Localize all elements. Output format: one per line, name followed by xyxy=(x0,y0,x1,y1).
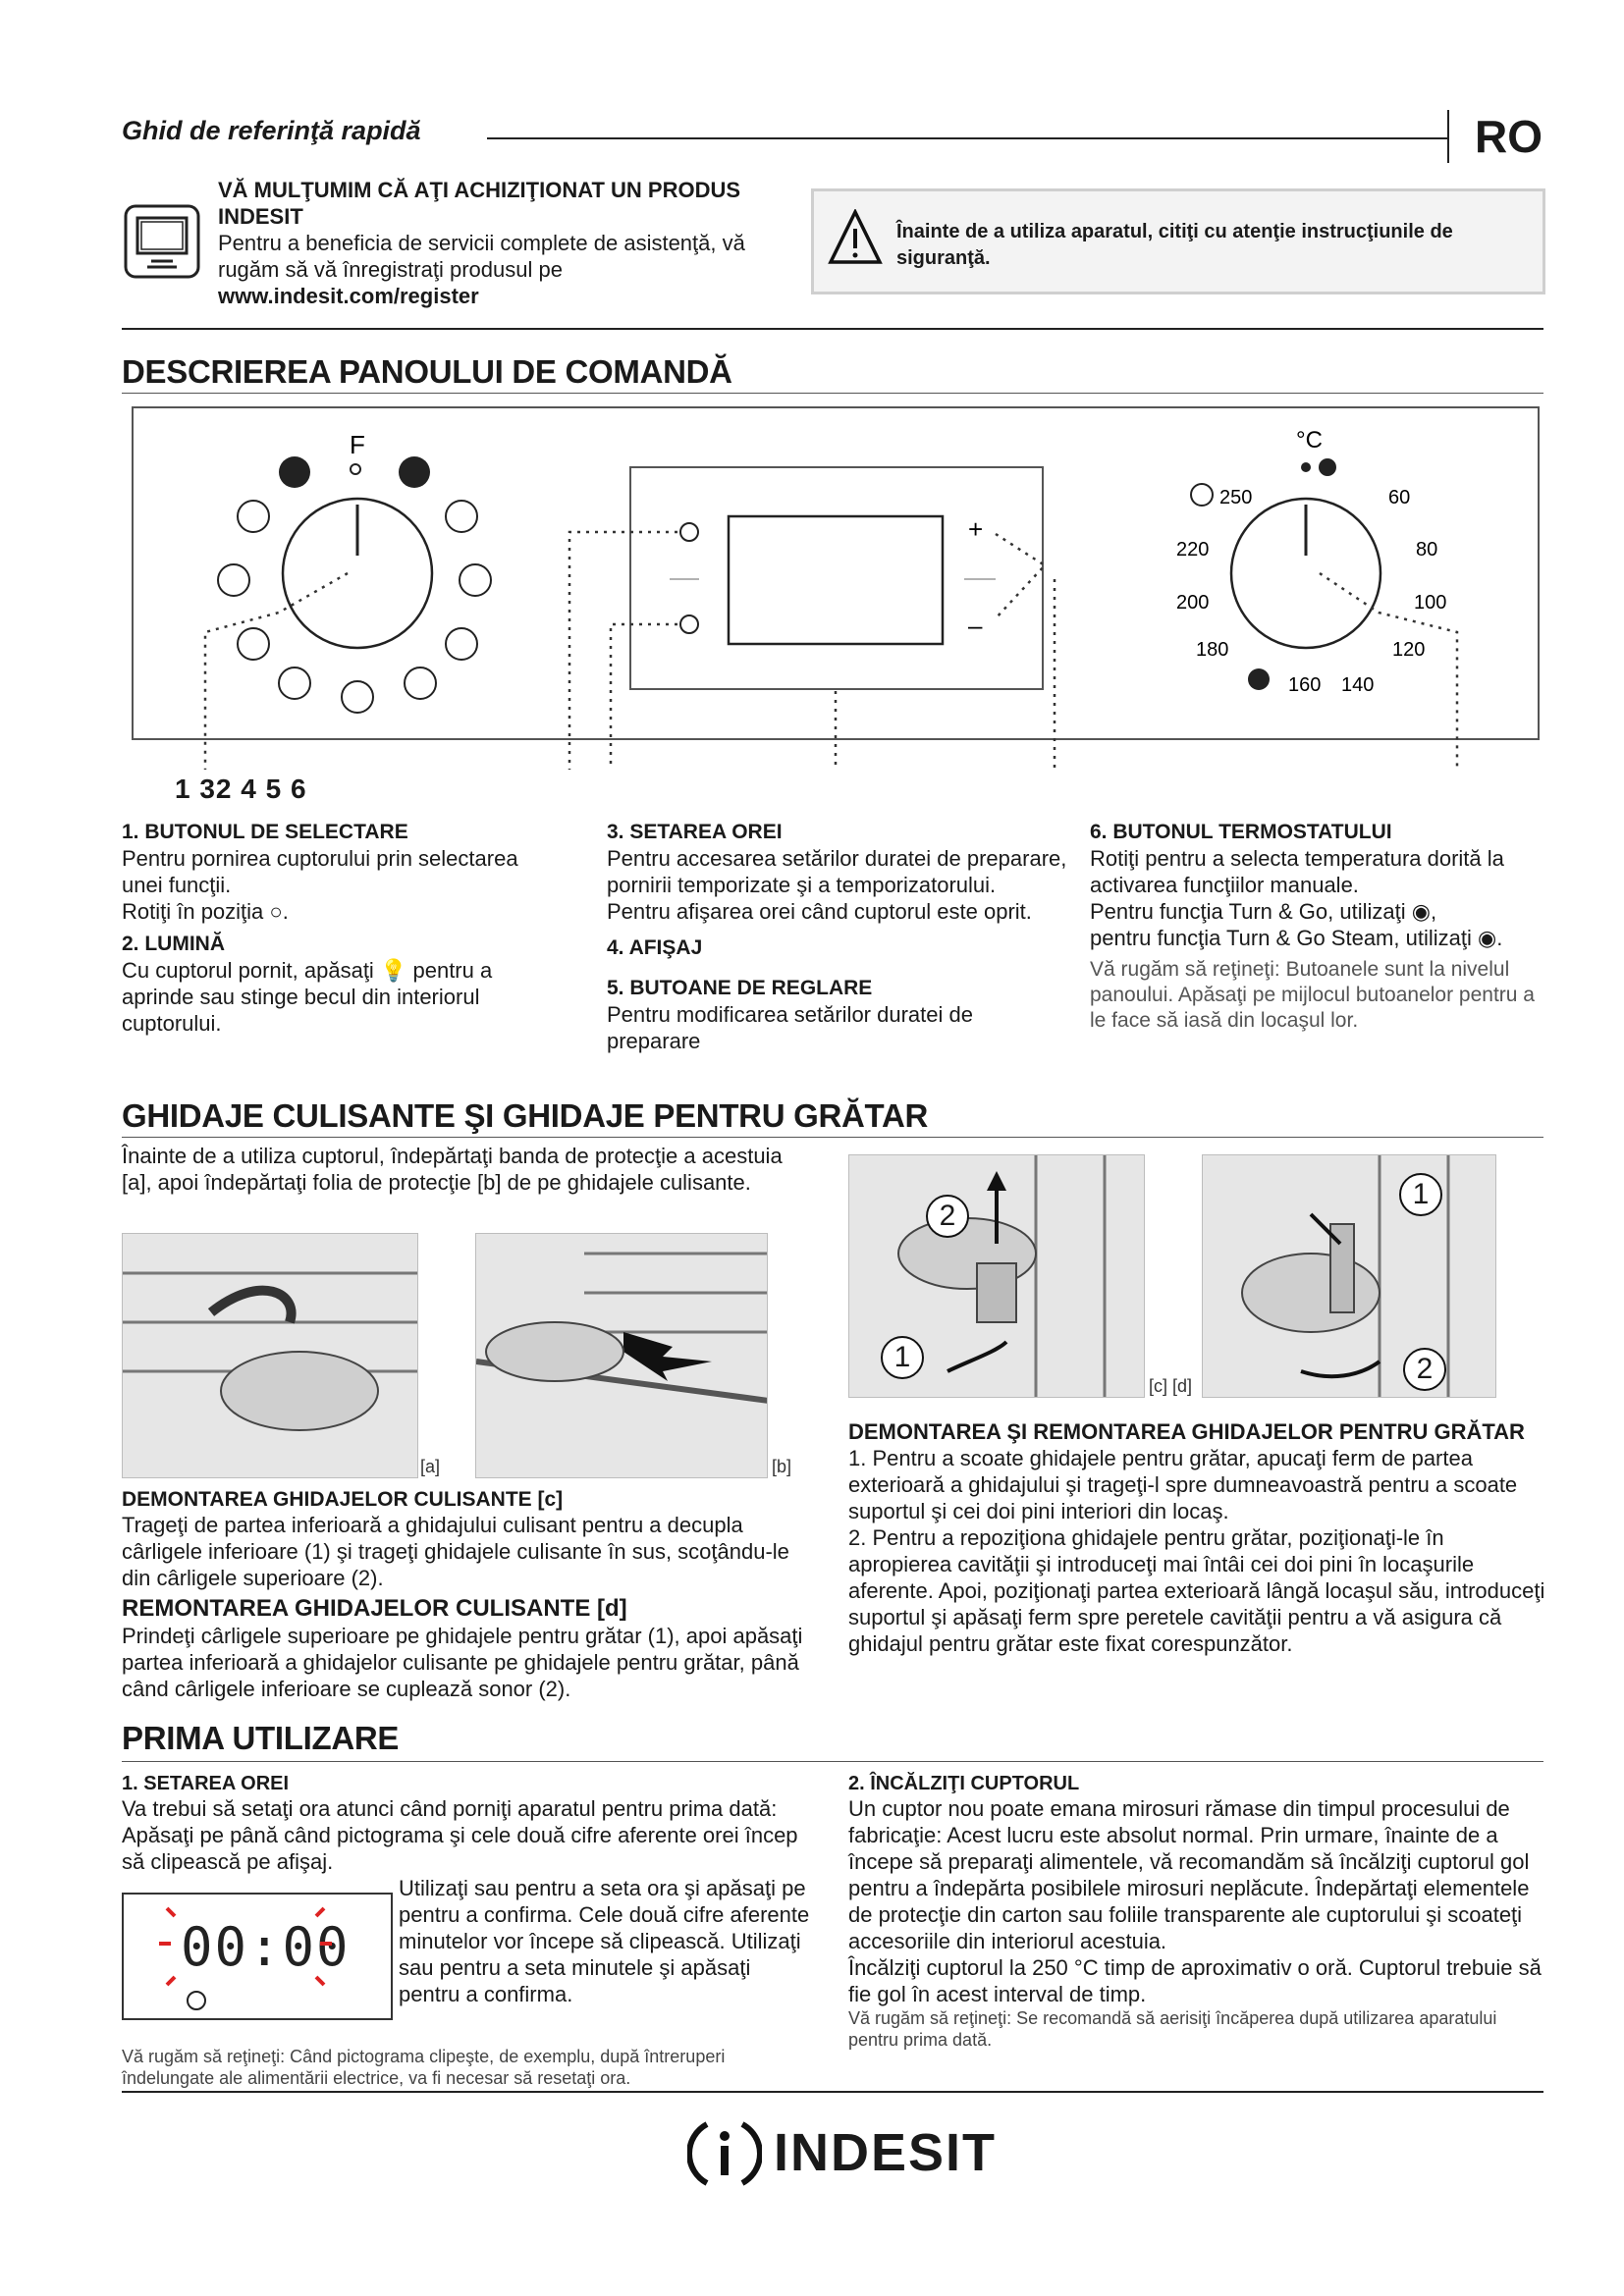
refit-guides-title: REMONTAREA GHIDAJELOR CULISANTE [d] xyxy=(122,1595,627,1622)
rack-guides-step-2: 2. Pentru a repoziţiona ghidajele pentru grătar, poziţionaţi-le în apropierea cavităţii şi introduceţi mai întâi cei doi pini în locaşurile aferente. Apoi, poziţionaţi partea exterioară lângă locaşul său, introduceţi suportul şi apăsaţi ferm spre peretele cavităţii pentru a vă asigura că ghidajul pentru grătar este fixat corespunzător. xyxy=(848,1525,1545,1656)
remove-guides-text: Trageţi de partea inferioară a ghidajului culisant pentru a decupla cârligele inferioare (1) şi trageţi ghidajele culisante în sus, scoţându-le din cârligele superioare (2). xyxy=(122,1513,789,1590)
temp-160: 160 xyxy=(1288,674,1322,696)
panel-section-title: DESCRIEREA PANOULUI DE COMANDĂ xyxy=(122,353,732,390)
clock-display-example xyxy=(122,1893,393,2020)
preheat-block xyxy=(848,1773,1545,2051)
item-6-text2: Pentru funcţia Turn & Go, utilizaţi ◉, xyxy=(1090,899,1437,924)
set-clock-text-1: Va trebui să setaţi ora atunci când porniţi aparatul pentru prima dată: Apăsaţi pe până când pictograma şi cele două cifre aferente orei încep să clipească pe afişaj. xyxy=(122,1796,798,1874)
callout-numbers: 1 32 4 5 6 xyxy=(175,774,307,804)
first-use-rule xyxy=(122,1761,1543,1762)
temp-120: 120 xyxy=(1392,639,1426,661)
label-a: [a] xyxy=(420,1457,441,1476)
steam-icon xyxy=(1191,484,1213,506)
turn-go-steam-small-icon: ◉ xyxy=(1477,926,1497,950)
item-1-title: 1. BUTONUL DE SELECTARE xyxy=(122,821,408,843)
item-2-text: Cu cuptorul pornit, apăsaţi 💡 pentru a aprinde sau stinge becul din interiorul cuptorului. xyxy=(122,958,493,1036)
pastry-icon xyxy=(405,667,436,699)
warning-icon xyxy=(828,209,883,271)
preheat-note: Vă rugăm să reţineţi: Se recomandă să aerisiţi încăperea după utilizarea aparatului pentru prima dată. xyxy=(848,2008,1497,2050)
temp-180: 180 xyxy=(1196,639,1229,661)
illustration-b xyxy=(475,1233,768,1478)
clock-digits: 00:00 xyxy=(181,1916,351,1978)
step-2-badge-d: 2 xyxy=(1403,1348,1446,1391)
brand-logo-text: INDESIT xyxy=(774,2123,998,2182)
preheat-text-2: Încălziţi cuptorul la 250 °C timp de aproximativ o oră. Cuptorul trebuie să fie gol în acest interval de timp. xyxy=(848,1955,1542,2006)
light-button-icon xyxy=(680,523,698,541)
set-clock-text-2: Utilizaţi sau pentru a seta ora şi apăsaţi pe pentru a confirma. Cele două cifre aferente minutelor vor începe să clipească. Utilizaţi sau pentru a seta minutele şi apăsaţi pentru a confirma. xyxy=(399,1876,810,2006)
indesit-logo-icon xyxy=(687,2116,762,2196)
set-clock-title: 1. SETAREA OREI xyxy=(122,1773,290,1794)
item-1-text: Pentru pornirea cuptorului prin selectarea unei funcţii. xyxy=(122,846,518,897)
item-6-note: Vă rugăm să reţineţi: Butoanele sunt la nivelul panoului. Apăsaţi pe mijlocul butoanelor pentru a le face să iasă din locaşul lor. xyxy=(1090,958,1535,1032)
remove-guides-title: DEMONTAREA GHIDAJELOR CULISANTE [c] xyxy=(122,1488,564,1511)
temp-100: 100 xyxy=(1414,592,1447,614)
panel-column-2 xyxy=(607,819,1068,1054)
selector-f-label: F xyxy=(350,430,365,459)
first-use-title: PRIMA UTILIZARE xyxy=(122,1720,400,1756)
control-panel-drawing xyxy=(132,406,1540,770)
safety-warning-box xyxy=(811,188,1545,294)
rack-guides-text xyxy=(848,1419,1545,1657)
temp-250: 250 xyxy=(1219,487,1253,508)
label-b: [b] xyxy=(772,1457,792,1476)
header-divider xyxy=(1447,110,1449,163)
rack-guides-step-1: 1. Pentru a scoate ghidajele pentru grătar, apucaţi ferm de partea exterioară a ghidajului şi trageţi-l spre dumneavoastră pentru a scoate suportul şi cei doi pini interiori din locaş. xyxy=(848,1446,1518,1523)
monitor-icon xyxy=(124,204,200,279)
item-3-text2: Pentru afişarea orei când cuptorul este oprit. xyxy=(607,899,1032,924)
guide-title: Ghid de referinţă rapidă xyxy=(122,116,421,145)
defrost-icon xyxy=(238,628,269,660)
turn-go-small-icon: ◉ xyxy=(1411,899,1431,924)
item-3-title: 3. SETAREA OREI xyxy=(607,821,783,843)
fan-icon xyxy=(218,564,249,596)
set-clock-note: Vă rugăm să reţineţi: Când pictograma clipeşte, de exemplu, după întreruperi îndelungate ale alimentării electrice, va fi necesar să resetaţi ora. xyxy=(122,2047,726,2088)
illustration-c xyxy=(848,1154,1145,1398)
clock-icon xyxy=(188,1992,205,2009)
item-5-title: 5. BUTOANE DE REGLARE xyxy=(607,977,873,999)
footer-rule xyxy=(122,2091,1543,2093)
top-bottom-heat-icon xyxy=(446,501,477,532)
guides-section-title: GHIDAJE CULISANTE ŞI GHIDAJE PENTRU GRĂTAR xyxy=(122,1097,929,1134)
panel-column-1 xyxy=(122,819,558,1037)
light-bulb-icon: 💡 xyxy=(379,958,407,983)
preheat-text-1: Un cuptor nou poate emana mirosuri rămase din timpul procesului de fabricaţie: Acest lucru este absolut normal. Prin urmare, înainte de a începe să preparaţi alimentele, vă recomandăm să încălziţi cuptorul gol pentru a îndepărta posibilele mirosuri neplăcute. Îndepărtaţi elementele de protecţie din carton sau foliile transparente ale cuptorului şi scoateţi accesoriile din interiorul acestuia. xyxy=(848,1796,1530,1953)
safety-warning-text: Înainte de a utiliza aparatul, citiţi cu atenţie instrucţiunile de siguranţă. xyxy=(896,221,1453,269)
illustration-a xyxy=(122,1233,418,1478)
turn-go-steam-icon xyxy=(399,456,430,488)
display-housing xyxy=(630,467,1043,689)
item-6-text3: pentru funcţia Turn & Go Steam, utilizaţi ◉. xyxy=(1090,926,1503,950)
convection-icon xyxy=(460,564,491,596)
turn-go-icon xyxy=(279,456,310,488)
pizza-icon xyxy=(279,667,310,699)
temp-60: 60 xyxy=(1388,487,1411,508)
panel-column-3 xyxy=(1090,819,1543,1034)
item-6-text: Rotiţi pentru a selecta temperatura dorită la activarea funcţiilor manuale. xyxy=(1090,846,1504,897)
grill-icon xyxy=(238,501,269,532)
bread-icon xyxy=(342,681,373,713)
eco-icon xyxy=(446,628,477,660)
thermo-unit: °C xyxy=(1296,427,1323,454)
off-position-icon: ○. xyxy=(269,899,289,924)
turn-go-thermo-icon xyxy=(1319,458,1336,476)
set-clock-block xyxy=(122,1773,809,1875)
item-5-text: Pentru modificarea setărilor duratei de preparare xyxy=(607,1002,973,1053)
refit-guides-text: Prindeţi cârligele superioare pe ghidajele pentru grătar (1), apoi apăsaţi partea inferioară a ghidajelor culisante pe ghidajele pentru grătar, până când cârligele inferioare se cuplează sonor (2). xyxy=(122,1624,803,1701)
label-cd: [c] [d] xyxy=(1149,1376,1193,1396)
temp-80: 80 xyxy=(1416,539,1438,561)
item-6-title: 6. BUTONUL TERMOSTATULUI xyxy=(1090,821,1392,843)
clock-button-icon xyxy=(680,615,698,633)
plus-button: + xyxy=(968,514,984,544)
guides-section-rule xyxy=(122,1137,1543,1138)
register-url[interactable]: www.indesit.com/register xyxy=(218,284,479,308)
step-1-badge-d: 1 xyxy=(1399,1173,1442,1216)
item-4-title: 4. AFIŞAJ xyxy=(607,936,703,959)
header-rule xyxy=(487,137,1447,139)
temp-220: 220 xyxy=(1176,539,1210,561)
display-screen xyxy=(729,516,943,644)
item-1-text2: Rotiţi în poziţia ○. xyxy=(122,899,289,924)
temp-200: 200 xyxy=(1176,592,1210,614)
turn-go-position-icon xyxy=(1248,668,1270,690)
step-1-badge-c: 1 xyxy=(881,1336,924,1379)
thanks-title: VĂ MULŢUMIM CĂ AŢI ACHIZIŢIONAT UN PRODUS INDESIT xyxy=(218,178,741,229)
thanks-text: Pentru a beneficia de servicii complete de asistenţă, vă rugăm să vă înregistraţi produsul pe xyxy=(218,231,745,282)
panel-section-rule xyxy=(122,393,1543,394)
registration-note xyxy=(218,177,768,309)
temp-140: 140 xyxy=(1341,674,1375,696)
language-code: RO xyxy=(1475,111,1543,162)
illustration-d xyxy=(1202,1154,1496,1398)
rack-guides-title: DEMONTAREA ŞI REMONTAREA GHIDAJELOR PENTRU GRĂTAR xyxy=(848,1419,1525,1444)
preheat-title: 2. ÎNCĂLZIŢI CUPTORUL xyxy=(848,1773,1080,1794)
minus-button: – xyxy=(968,611,983,640)
item-3-text: Pentru accesarea setărilor duratei de preparare, pornirii temporizate şi a temporizatorului. xyxy=(607,846,1067,897)
guides-intro: Înainte de a utiliza cuptorul, îndepărtaţi banda de protecţie a acestuia [a], apoi îndepărtaţi folia de protecţie [b] de pe ghidajele culisante. xyxy=(122,1144,783,1195)
item-2-title: 2. LUMINĂ xyxy=(122,933,225,955)
step-2-badge-c: 2 xyxy=(926,1195,969,1238)
slide-guides-text xyxy=(122,1488,809,1702)
intro-separator xyxy=(122,328,1543,330)
